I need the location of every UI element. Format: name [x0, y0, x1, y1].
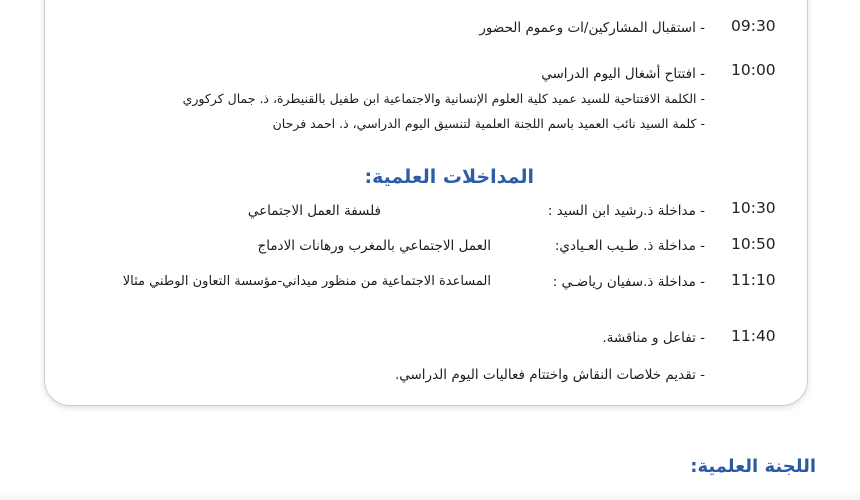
time-1050: 10:50: [731, 235, 776, 253]
committee-heading: اللجنة العلمية:: [690, 456, 816, 477]
schedule-subitem-dean-speech: - الكلمة الافتتاحية للسيد عميد كلية العلوم الإنسانية والاجتماعية ابن طفيل بالقنيطرة، ذ. جمال كركوري: [182, 91, 705, 106]
schedule-item-opening: - افتتاح أشغال اليوم الدراسي: [541, 66, 705, 82]
intervention-topic-2: العمل الاجتماعي بالمغرب ورهانات الادماج: [257, 238, 491, 254]
interventions-heading: المداخلات العلمية:: [364, 166, 534, 188]
time-0930: 09:30: [731, 17, 776, 35]
intervention-speaker-3: - مداخلة ذ.سفيان رياضـي :: [552, 274, 705, 290]
time-1030: 10:30: [731, 199, 776, 217]
time-1110: 11:10: [731, 271, 776, 289]
time-1140: 11:40: [731, 327, 776, 345]
schedule-item-reception: - استقبال المشاركين/ات وعموم الحضور: [479, 20, 705, 36]
schedule-subitem-vice-dean-speech: - كلمة السيد نائب العميد باسم اللجنة العلمية لتنسيق اليوم الدراسي، ذ. احمد فرحان: [272, 116, 705, 131]
closing-discussion: - تفاعل و مناقشة.: [602, 330, 705, 346]
time-1000: 10:00: [731, 61, 776, 79]
intervention-topic-1: فلسفة العمل الاجتماعي: [247, 203, 381, 219]
closing-summary: - تقديم خلاصات النقاش واختتام فعاليات اليوم الدراسي.: [394, 367, 705, 383]
intervention-speaker-1: - مداخلة ذ.رشيد ابن السيد :: [547, 203, 705, 219]
page-bottom-fade: [0, 490, 860, 500]
intervention-topic-3: المساعدة الاجتماعية من منظور ميداني-مؤسسة التعاون الوطني مثالا: [122, 274, 491, 289]
intervention-speaker-2: - مداخلة ذ. طـيب العـيادي:: [554, 238, 705, 254]
